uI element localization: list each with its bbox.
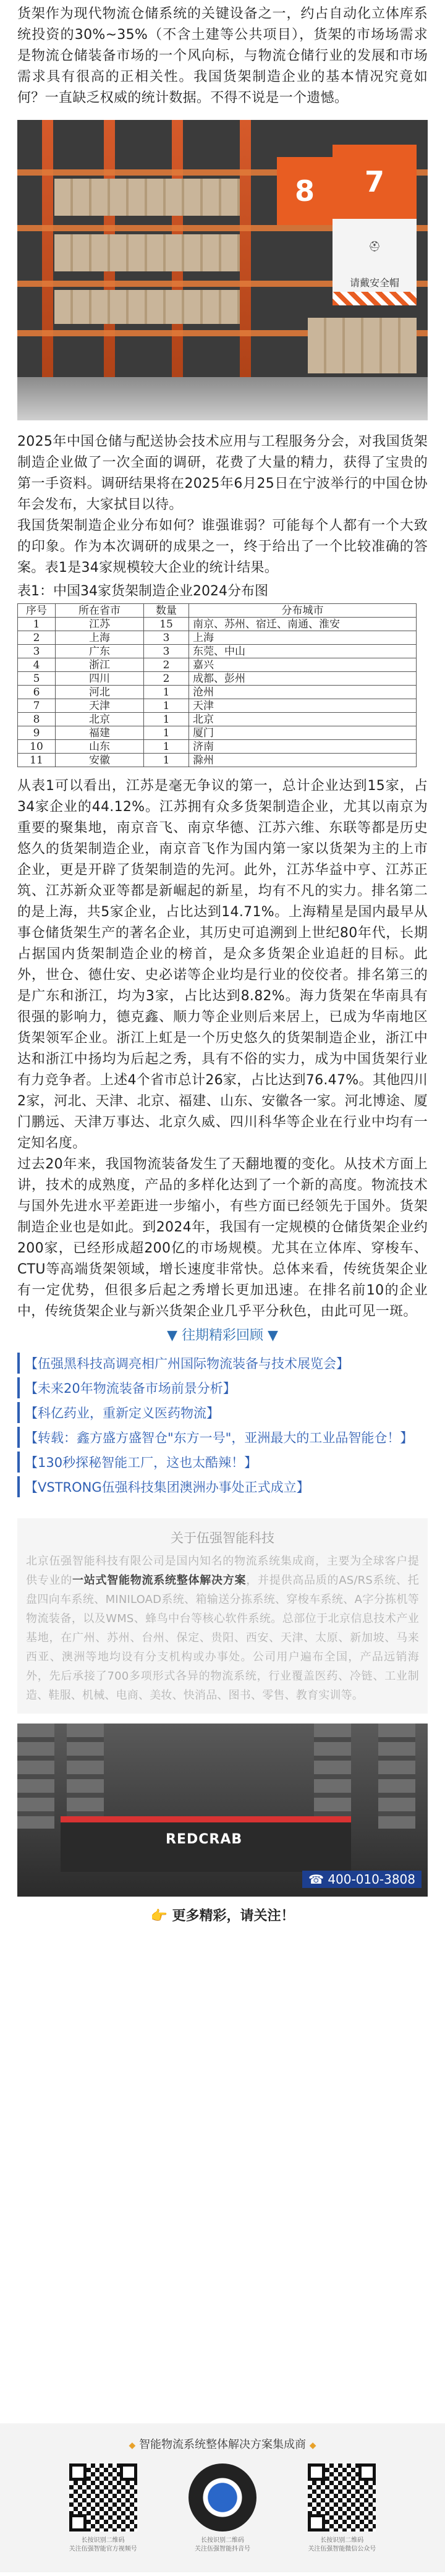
cell-count: 3	[144, 645, 189, 658]
cell-province: 广东	[56, 645, 144, 658]
cell-cities: 上海	[189, 631, 417, 645]
cell-cities: 天津	[189, 699, 417, 713]
cell-index: 5	[18, 672, 56, 686]
about-text-after: ，并提供高品质的AS/RS系统、托盘四向车系统、MINILOAD系统、箱输送分拣系统、穿梭车系统、A字分拣机等物流装备，以及WMS、蜂鸟中台等核心软件系统。总部位于北京信息技术产业基地，在广州、苏州、台州、保定、贵阳、西安、天津、太原、新加坡、马来西亚、澳洲等地均设有分支机构或办事处。公司用户遍布全国，产品远销海外，先后承接了700多项形式各异的物流系统，行业覆盖医药、冷链、工业制造、鞋服、机械、电商、美妆、快消品、图书、零售、教育实训等。	[26, 1574, 419, 1702]
cell-index: 7	[18, 699, 56, 713]
about-text	[26, 1552, 419, 1705]
more-header	[0, 1325, 445, 1344]
col-index: 序号	[18, 604, 56, 618]
related-link-australia[interactable]: 【VSTRONG伍强科技集团澳洲办事处正式成立】	[17, 1476, 428, 1497]
table-row	[18, 740, 417, 754]
qr-code-row	[0, 2463, 445, 2554]
cell-count: 3	[144, 631, 189, 645]
cell-province: 北京	[56, 713, 144, 726]
more-label: 往期精彩回顾	[181, 1328, 263, 1343]
cell-province: 河北	[56, 686, 144, 699]
qr-caption-line2: 关注伍强智能微信公众号	[308, 2546, 376, 2553]
qr-caption-line1: 长按识别二维码	[320, 2537, 364, 2544]
related-link-expo[interactable]: 【伍强黑科技高调亮相广州国际物流装备与技术展览会】	[17, 1353, 428, 1374]
table-row	[18, 645, 417, 658]
cell-cities: 成都、彭州	[189, 672, 417, 686]
cell-province: 天津	[56, 699, 144, 713]
aisle-sign-number-main: 7	[333, 145, 417, 219]
phone-icon: ☎	[308, 1872, 328, 1887]
cell-count: 1	[144, 686, 189, 699]
cell-count: 15	[144, 618, 189, 631]
safety-sign-label: 请戴安全帽	[333, 274, 417, 292]
qr-caption-line1: 长按识别二维码	[200, 2537, 244, 2544]
cell-index: 4	[18, 658, 56, 672]
cell-index: 11	[18, 754, 56, 767]
warehouse-photo	[17, 120, 428, 420]
cell-province: 山东	[56, 740, 144, 754]
related-link-keyi[interactable]: 【科亿药业，重新定义医药物流】	[17, 1402, 428, 1423]
qr-code-icon	[308, 2463, 376, 2531]
cell-province: 福建	[56, 726, 144, 740]
cell-province: 安徽	[56, 754, 144, 767]
pointing-hand-icon: 👉	[150, 1908, 167, 1924]
cell-index: 1	[18, 618, 56, 631]
cell-cities: 厦门	[189, 726, 417, 740]
intro-paragraph: 货架作为现代物流仓储系统的关键设备之一，约占自动化立体库系统投资的30%~35%（不含土建等公共项目），货架的市场场需求是物流仓储装备市场的一个风向标，与物流仓储行业的发展和市场需求具有很高的正相关性。我国货架制造企业的基本情况究竟如何？一直缺乏权威的统计数据。不得不说是一个遗憾。	[17, 6, 428, 106]
cell-province: 浙江	[56, 658, 144, 672]
share-prompt	[0, 1905, 445, 1924]
col-cities: 分布城市	[189, 604, 417, 618]
table-row	[18, 713, 417, 726]
share-text: 更多精彩，请关注！	[172, 1908, 295, 1924]
table-row	[18, 686, 417, 699]
robot-brand-logo: REDCRAB	[166, 1832, 243, 1847]
cell-index: 6	[18, 686, 56, 699]
cell-count: 1	[144, 726, 189, 740]
distribution-table	[17, 603, 417, 767]
cell-index: 8	[18, 713, 56, 726]
footer-title-text: 智能物流系统整体解决方案集成商	[139, 2438, 306, 2451]
survey-paragraph: 2025年中国仓储与配送协会技术应用与工程服务分会，对我国货架制造企业做了一次全面的调研，花费了大量的精力，获得了宝贵的第一手资料。调研结果将在2025年6月25日在宁波举行的中国仓协年会发布，大家拭目以待。	[17, 434, 428, 512]
triangle-down-icon: ▼	[167, 1328, 177, 1343]
related-link-dongfang[interactable]: 【转载：鑫方盛方盛智仓"东方一号"，亚洲最大的工业品智能仓！】	[17, 1427, 428, 1448]
cell-cities: 滁州	[189, 754, 417, 767]
article	[0, 4, 445, 1924]
table-row	[18, 672, 417, 686]
table-row	[18, 658, 417, 672]
about-section	[17, 1518, 428, 1714]
qr-caption-line1: 长按识别二维码	[81, 2537, 125, 2544]
cell-cities: 沧州	[189, 686, 417, 699]
cell-count: 2	[144, 672, 189, 686]
qr-caption-line2: 关注伍强智能抖音号	[194, 2546, 250, 2553]
cell-index: 2	[18, 631, 56, 645]
triangle-down-icon: ▼	[268, 1328, 278, 1343]
about-title: 关于伍强智能科技	[171, 1531, 274, 1545]
table-row	[18, 618, 417, 631]
cell-index: 10	[18, 740, 56, 754]
qr-code-icon	[69, 2463, 137, 2531]
table-row	[18, 754, 417, 767]
related-link-market[interactable]: 【未来20年物流装备市场前景分析】	[17, 1377, 428, 1398]
about-text-before: 北京伍强智能科技有限公司是国内知名的物流系统集成商，主要为全球客户提供专业的	[26, 1555, 419, 1587]
cell-cities: 东莞、中山	[189, 645, 417, 658]
qr-douyin[interactable]	[176, 2463, 269, 2554]
history-paragraph: 过去20年来，我国物流装备发生了天翻地覆的变化。从技术方面上讲，技术的成熟度，产品的多样化达到了一个新的高度。物流技术与国外先进水平差距进一步缩小，有些方面已经领先于国外。货架制造企业也是如此。到2024年，我国有一定规模的仓储货架企业约200家，已经形成超200亿的市场规模。尤其在立体库、穿梭车、CTU等高端货架领域，增长速度非常快。总体来看，传统货架企业有一定优势，但很多后起之秀增长更加迅速。在排名前10的企业中，传统货架企业与新兴货架企业几乎平分秋色，由此可见一斑。	[17, 1157, 428, 1319]
cell-cities: 济南	[189, 740, 417, 754]
cell-cities: 嘉兴	[189, 658, 417, 672]
cell-index: 9	[18, 726, 56, 740]
qr-wechat[interactable]	[295, 2463, 388, 2554]
qr-caption-line2: 关注伍强智能官方视频号	[69, 2546, 137, 2553]
about-highlight: 一站式智能物流系统整体解决方案	[72, 1574, 247, 1587]
qr-video-channel[interactable]	[57, 2463, 150, 2554]
analysis-paragraph: 从表1可以看出，江苏是毫无争议的第一，总计企业达到15家，占34家企业的44.12%。江苏拥有众多货架制造企业，尤其以南京为重要的聚集地，南京音飞、南京华德、江苏六维、东联等都是历史悠久的货架制造企业，南京音飞作为国内第一家以货架为主的上市企业，更是开辟了货架制造的先河。此外，江苏华益中亨、江苏正筑、江苏新众亚等都是新崛起的新星，均有不凡的实力。排名第二的是上海，共5家企业，占比达到14.71%。上海精星是国内最早从事仓储货架生产的著名企业，其历史可追溯到上世纪80年代，长期占据国内货架制造企业的榜首，是众多货架企业追赶的目标。此外，世仓、德仕安、史必诺等企业均是行业的佼佼者。排名第三的是广东和浙江，均为3家，占比达到8.82%。海力货架在华南具有很强的影响力，德克鑫、顺力等企业则后来居上，已成为华南地区货架领军企业。浙江上虹是一个历史悠久的货架制造企业，浙江中达和浙江中扬均为后起之秀，具有不俗的实力，成为中国货架行业有力竞争者。上述4个省市总计26家，占比达到76.47%。其他四川2家，河北、天津、北京、福建、山东、安徽各一家。河北博途、厦门鹏远、天津万事达、北京久威、四川科华等企业在行业中均有一定知名度。	[17, 778, 428, 1151]
question-paragraph: 我国货架制造企业分布如何？谁强谁弱？可能每个人都有一个大致的印象。作为本次调研的成果之一，终于给出了一个比较准确的答案。表1是34家规模较大企业的统计结果。	[17, 518, 428, 576]
table-caption: 表1：中国34家货架制造企业2024分布图	[17, 584, 268, 599]
diamond-icon: ◆	[129, 2441, 136, 2451]
cell-province: 江苏	[56, 618, 144, 631]
cell-count: 1	[144, 754, 189, 767]
robot-photo	[17, 1724, 428, 1897]
cell-count: 1	[144, 713, 189, 726]
cell-index: 3	[18, 645, 56, 658]
robot-phone	[302, 1871, 422, 1888]
cell-cities: 北京	[189, 713, 417, 726]
helmet-icon: ⛑	[333, 219, 417, 274]
footer-title	[0, 2436, 445, 2452]
related-link-factory[interactable]: 【130秒探秘智能工厂，这也太酷辣！】	[17, 1452, 428, 1473]
table-header-row	[18, 604, 417, 618]
cell-count: 1	[144, 699, 189, 713]
robot-phone-number: 400-010-3808	[328, 1872, 415, 1887]
diamond-icon: ◆	[309, 2441, 316, 2451]
col-count: 数量	[144, 604, 189, 618]
related-links	[17, 1353, 428, 1497]
cell-count: 2	[144, 658, 189, 672]
qr-code-icon	[189, 2463, 256, 2531]
cell-count: 1	[144, 740, 189, 754]
table-row	[18, 631, 417, 645]
col-province: 所在省市	[56, 604, 144, 618]
aisle-sign-number: 8	[277, 157, 333, 225]
cell-province: 四川	[56, 672, 144, 686]
table-row	[18, 726, 417, 740]
cell-province: 上海	[56, 631, 144, 645]
table-row	[18, 699, 417, 713]
cell-cities: 南京、苏州、宿迁、南通、淮安	[189, 618, 417, 631]
